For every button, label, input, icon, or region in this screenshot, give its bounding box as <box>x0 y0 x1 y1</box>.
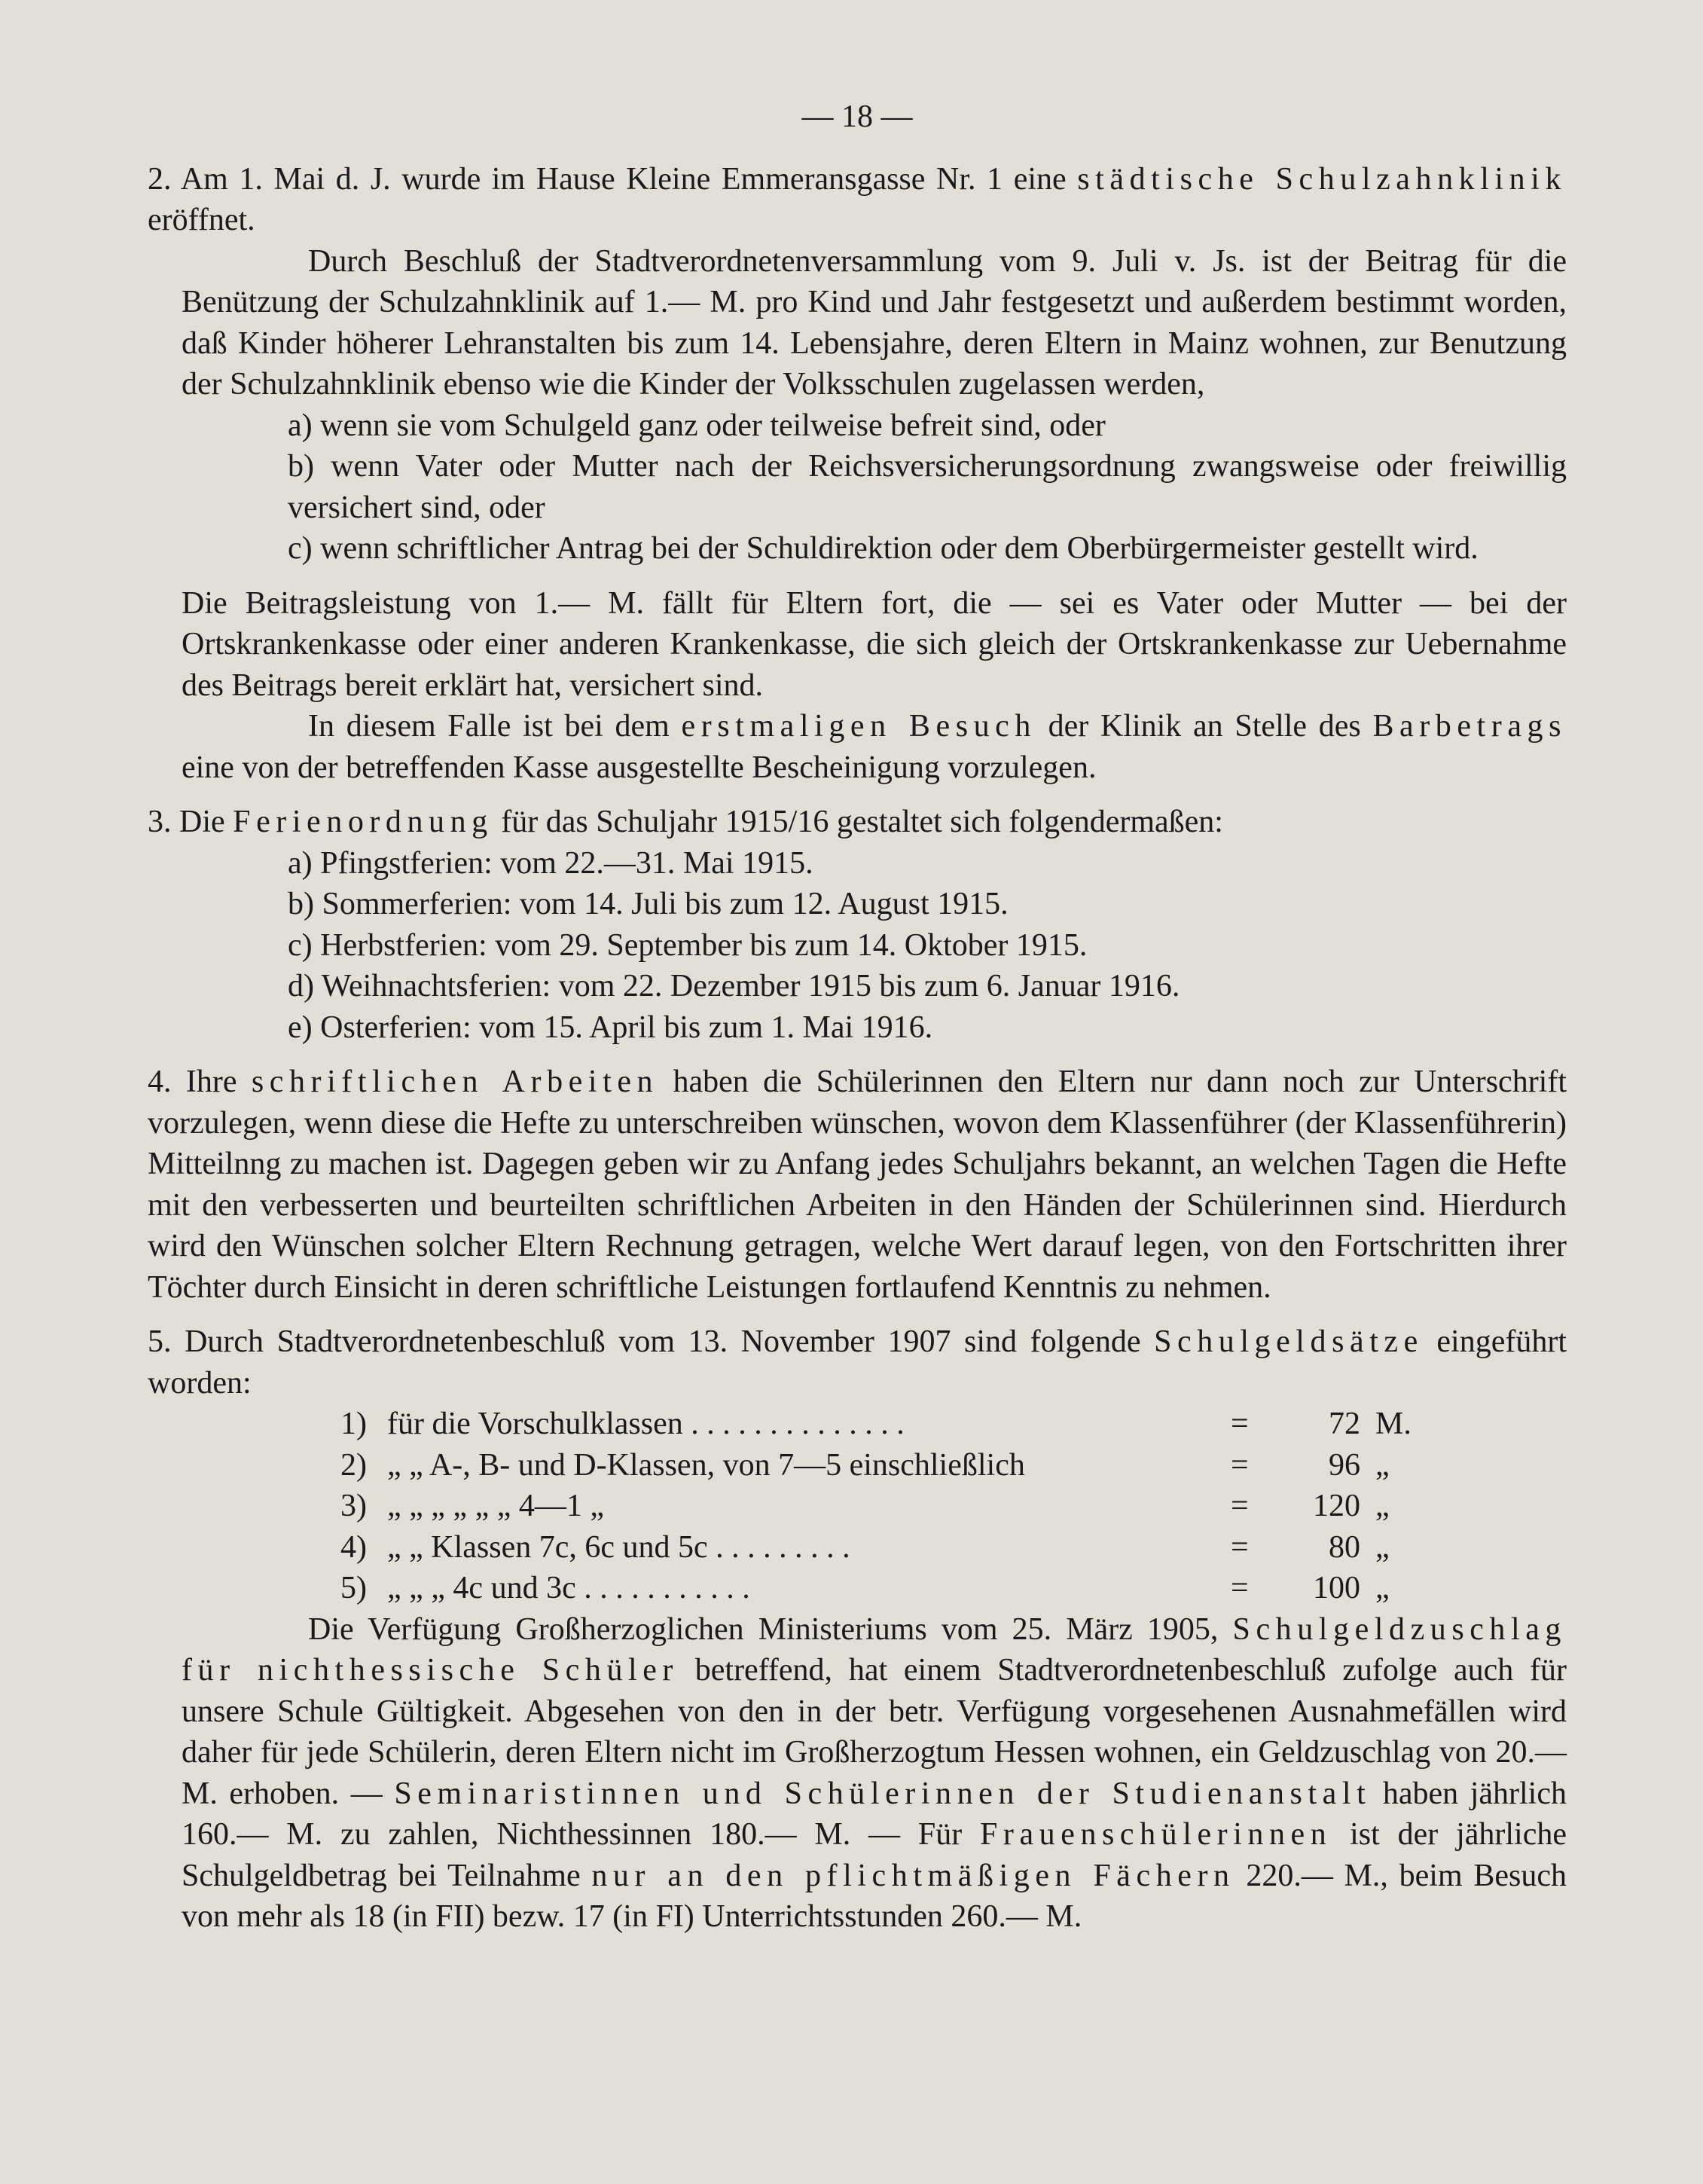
section-2-condition-b: b) wenn Vater oder Mutter nach der Reichsversicherungsordnung zwangsweise oder freiwillig versichert sind, oder <box>288 449 1567 525</box>
section-2-condition-a: a) wenn sie vom Schulgeld ganz oder teilweise befreit sind, oder <box>288 408 1106 443</box>
emphasis-schulzahnklinik: städtische Schulzahnklinik <box>1077 161 1567 197</box>
section-2-intro: 2. Am 1. Mai d. J. wurde im Hause Kleine Emmeransgasse Nr. 1 eine städtische Schulzahnklinik eröffnet. <box>148 161 1567 237</box>
emphasis-cash-amount: Barbetrags <box>1372 709 1567 744</box>
section-5-surcharge: Die Verfügung Großherzoglichen Ministeriums vom 25. März 1905, Schulgeldzuschlag für nichthessische Schüler betreffend, hat einem Stadtverordnetenbeschluß zufolge auch für unsere Schule Gültigkeit. Abgesehen von den in der betr. Verfügung vorgesehenen Ausnahmefällen wird daher für jede Schülerin, deren Eltern nicht im Großherzogtum Hessen wohnen, ein Geldzuschlag von 20.— M. erhoben. — Seminaristinnen und Schülerinnen der Studienanstalt haben jährlich 160.— M. zu zahlen, Nichthessinnen 180.— M. — Für Frauenschülerinnen ist der jährliche Schulgeldbetrag bei Teilnahme nur an den pflichtmäßigen Fächern 220.— M., beim Besuch von mehr als 18 (in FII) bezw. 17 (in FI) Unterrichtsstunden 260.— M. <box>182 1611 1567 1934</box>
section-4-number: 4. <box>148 1065 172 1099</box>
page-number: — 18 — <box>801 99 913 134</box>
section-2-number: 2. <box>148 161 172 197</box>
holiday-christmas: d) Weihnachtsferien: vom 22. Dezember 1915 bis zum 6. Januar 1916. <box>288 969 1180 1003</box>
emphasis-compulsory-subjects: nur an den pflichtmäßigen Fächern <box>591 1858 1235 1893</box>
section-3-intro: 3. Die Ferienordnung für das Schuljahr 1915/16 gestaltet sich folgendermaßen: <box>148 805 1223 839</box>
section-2-condition-c: c) wenn schriftlicher Antrag bei der Schuldirektion oder dem Oberbürgermeister gestellt wird. <box>288 531 1479 566</box>
fee-row: 3) „ „ „ „ „ „ 4—1 „ = 120 „ <box>340 1489 1390 1523</box>
emphasis-women-students: Frauenschülerinnen <box>980 1817 1332 1852</box>
section-2-paragraph: Durch Beschluß der Stadtverordnetenversammlung vom 9. Juli v. Js. ist der Beitrag für die Benützung der Schulzahnklinik auf 1.— M. pro Kind und Jahr festgesetzt und außerdem bestimmt worden, daß Kinder höherer Lehranstalten bis zum 14. Lebensjahre, deren Eltern in Mainz wohnen, zur Benutzung der Schulzahnklinik ebenso wie die Kinder der Volksschulen zugelassen werden, <box>182 243 1567 402</box>
fee-row: 5) „ „ „ 4c und 3c . . . . . . . . . . . = 100 „ <box>340 1571 1390 1605</box>
holiday-easter: e) Osterferien: vom 15. April bis zum 1. Mai 1916. <box>288 1010 933 1045</box>
fee-row: 2) „ „ A-, B- und D-Klassen, von 7—5 einschließlich = 96 „ <box>340 1447 1390 1483</box>
text-block <box>148 96 1567 1938</box>
holiday-pentecost: a) Pfingstferien: vom 22.—31. Mai 1915. <box>288 845 813 881</box>
section-2-certificate: In diesem Falle ist bei dem erstmaligen Besuch der Klinik an Stelle des Barbetrags eine von der betreffenden Kasse ausgestellte Bescheinigung vorzulegen. <box>182 709 1567 785</box>
emphasis-first-visit: erstmaligen Besuch <box>681 709 1036 744</box>
holiday-summer: b) Sommerferien: vom 14. Juli bis zum 12. August 1915. <box>288 887 1009 921</box>
section-5-intro: 5. Durch Stadtverordnetenbeschluß vom 13. November 1907 sind folgende Schulgeldsätze eingeführt worden: <box>148 1324 1567 1401</box>
fee-row: 4) „ „ Klassen 7c, 6c und 5c . . . . . . . . . = 80 „ <box>340 1529 1390 1565</box>
emphasis-holiday-order: Ferienordnung <box>233 805 493 839</box>
emphasis-seminarists: Seminaristinnen und Schülerinnen der Studienanstalt <box>394 1776 1372 1811</box>
fee-table <box>148 1404 1567 1609</box>
section-5-number: 5. <box>148 1324 172 1359</box>
section-4-paragraph: 4. Ihre schriftlichen Arbeiten haben die Schülerinnen den Eltern nur dann noch zur Unterschrift vorzulegen, wenn diese die Hefte zu unterschreiben wünschen, wovon dem Klassenführer (der Klassenführerin) Mitteilnng zu machen ist. Dagegen geben wir zu Anfang jedes Schuljahrs bekannt, an welchen Tagen die Hefte mit den verbesserten und beurteilten schriftlichen Arbeiten in den Händen der Schülerinnen sind. Hierdurch wird den Wünschen solcher Eltern Rechnung getragen, welche Wert darauf legen, von den Fortschritten ihrer Töchter durch Einsicht in deren schriftliche Leistungen fortlaufend Kenntnis zu nehmen. <box>148 1065 1567 1305</box>
emphasis-school-fees: Schulgeldsätze <box>1154 1324 1424 1359</box>
section-2-contribution: Die Beitragsleistung von 1.— M. fällt für Eltern fort, die — sei es Vater oder Mutter — bei der Ortskrankenkasse oder einer anderen Krankenkasse, die sich gleich der Ortskrankenkasse zur Uebernahme des Beitrags bereit erklärt hat, versichert sind. <box>182 585 1567 703</box>
emphasis-written-work: schriftlichen Arbeiten <box>251 1065 659 1099</box>
emphasis-surcharge: Schulgeldzuschlag für nichthessische Schüler <box>182 1611 1567 1688</box>
section-3-number: 3. <box>148 805 172 839</box>
holiday-autumn: c) Herbstferien: vom 29. September bis zum 14. Oktober 1915. <box>288 927 1088 963</box>
fee-row: 1) für die Vorschulklassen . . . . . . . . . . . . . . = 72 M. <box>340 1407 1412 1441</box>
